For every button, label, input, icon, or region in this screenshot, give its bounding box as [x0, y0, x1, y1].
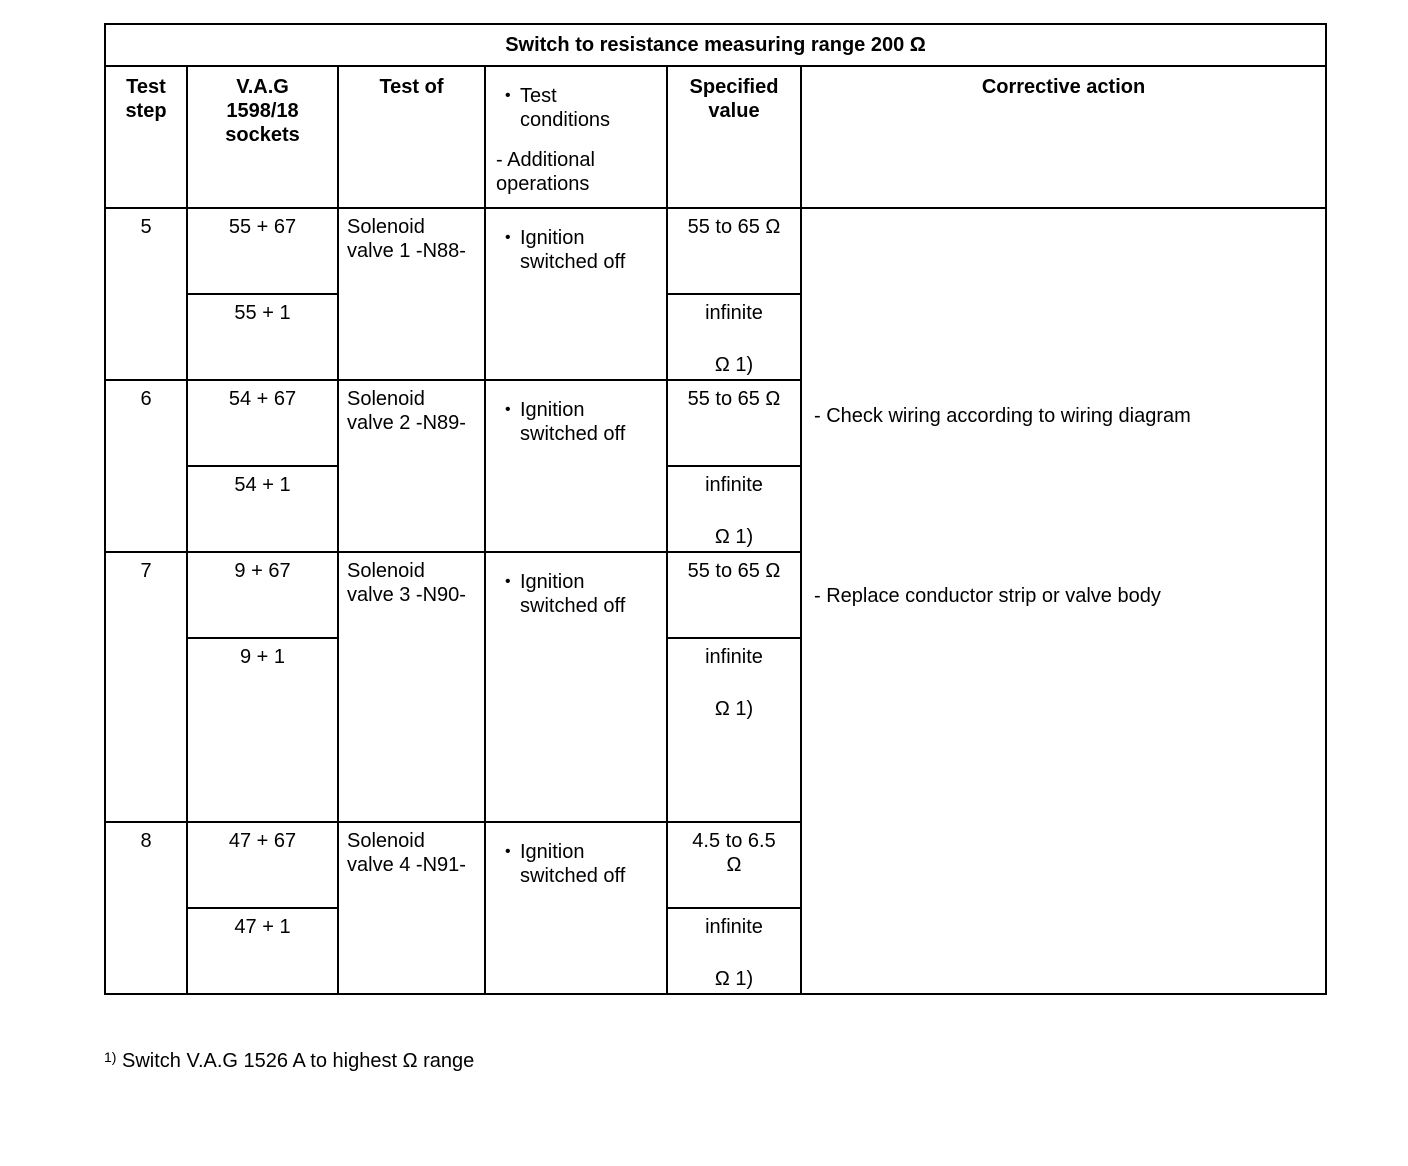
sockets-cell: 47 + 1 — [187, 908, 338, 994]
specified-value-cell: 55 to 65 Ω — [667, 208, 801, 294]
sockets-cell: 9 + 1 — [187, 638, 338, 822]
header-test-of — [338, 66, 485, 208]
corrective-action-line: - Replace conductor strip or valve body — [814, 585, 1161, 607]
sockets-cell: 54 + 1 — [187, 466, 338, 552]
specified-value-text: infinite — [705, 474, 763, 496]
specified-value-text: infinite — [705, 302, 763, 324]
bullet-icon: • — [505, 401, 511, 418]
test-of-cell: Solenoid valve 1 -N88- — [338, 208, 485, 380]
header-specified-value — [667, 66, 801, 208]
header-additional-operations-label: - Additional operations — [496, 149, 595, 195]
test-of-cell: Solenoid valve 2 -N89- — [338, 380, 485, 552]
footnote-marker: 1) — [104, 1049, 117, 1065]
condition-text: Ignition switched off — [520, 571, 626, 617]
footnote-text: Switch V.A.G 1526 A to highest Ω range — [122, 1050, 475, 1072]
header-test-step-label: Test step — [125, 76, 167, 122]
footnote — [104, 1049, 474, 1073]
specified-value-note: Ω 1) — [714, 968, 754, 990]
specified-value-cell: 4.5 to 6.5 Ω — [667, 822, 801, 908]
header-test-step — [105, 66, 187, 208]
sockets-cell: 47 + 67 — [187, 822, 338, 908]
header-specified-value-label: Specified value — [689, 76, 779, 122]
header-sockets-label: V.A.G 1598/18 sockets — [225, 76, 300, 146]
bullet-icon: • — [505, 573, 511, 590]
specified-value-text: infinite — [705, 916, 763, 938]
test-step-cell: 6 — [105, 380, 187, 552]
bullet-icon: • — [505, 87, 511, 104]
resistance-test-table — [104, 23, 1327, 995]
specified-value-note: Ω 1) — [714, 354, 754, 376]
specified-value-cell — [667, 908, 801, 994]
condition-cell — [485, 822, 667, 994]
specified-value-cell — [667, 638, 801, 822]
test-step-cell: 7 — [105, 552, 187, 822]
condition-text: Ignition switched off — [520, 399, 626, 445]
bullet-icon: • — [505, 229, 511, 246]
test-of-cell: Solenoid valve 3 -N90- — [338, 552, 485, 822]
header-corrective-action-label: Corrective action — [981, 76, 1146, 98]
condition-text: Ignition switched off — [520, 841, 626, 887]
table-row — [105, 208, 1326, 294]
specified-value-note: Ω 1) — [714, 698, 754, 720]
condition-cell — [485, 380, 667, 552]
specified-value-cell — [667, 466, 801, 552]
specified-value-text: infinite — [705, 646, 763, 668]
specified-value-note: Ω 1) — [714, 526, 754, 548]
bullet-icon: • — [505, 843, 511, 860]
header-test-of-label: Test of — [379, 76, 444, 98]
test-step-cell: 5 — [105, 208, 187, 380]
specified-value-cell — [667, 294, 801, 380]
specified-value-cell: 55 to 65 Ω — [667, 552, 801, 638]
header-test-conditions-label: Test conditions — [520, 85, 611, 131]
table-title: Switch to resistance measuring range 200 Ω — [105, 24, 1326, 66]
condition-text: Ignition switched off — [520, 227, 626, 273]
sockets-cell: 54 + 67 — [187, 380, 338, 466]
test-of-cell: Solenoid valve 4 -N91- — [338, 822, 485, 994]
corrective-action-line: - Check wiring according to wiring diagram — [814, 405, 1191, 427]
header-corrective-action — [801, 66, 1326, 208]
condition-cell — [485, 208, 667, 380]
test-step-cell: 8 — [105, 822, 187, 994]
sockets-cell: 55 + 1 — [187, 294, 338, 380]
corrective-action-cell — [801, 208, 1326, 994]
header-test-conditions — [485, 66, 667, 208]
header-sockets — [187, 66, 338, 208]
specified-value-cell: 55 to 65 Ω — [667, 380, 801, 466]
sockets-cell: 9 + 67 — [187, 552, 338, 638]
condition-cell — [485, 552, 667, 822]
sockets-cell: 55 + 67 — [187, 208, 338, 294]
